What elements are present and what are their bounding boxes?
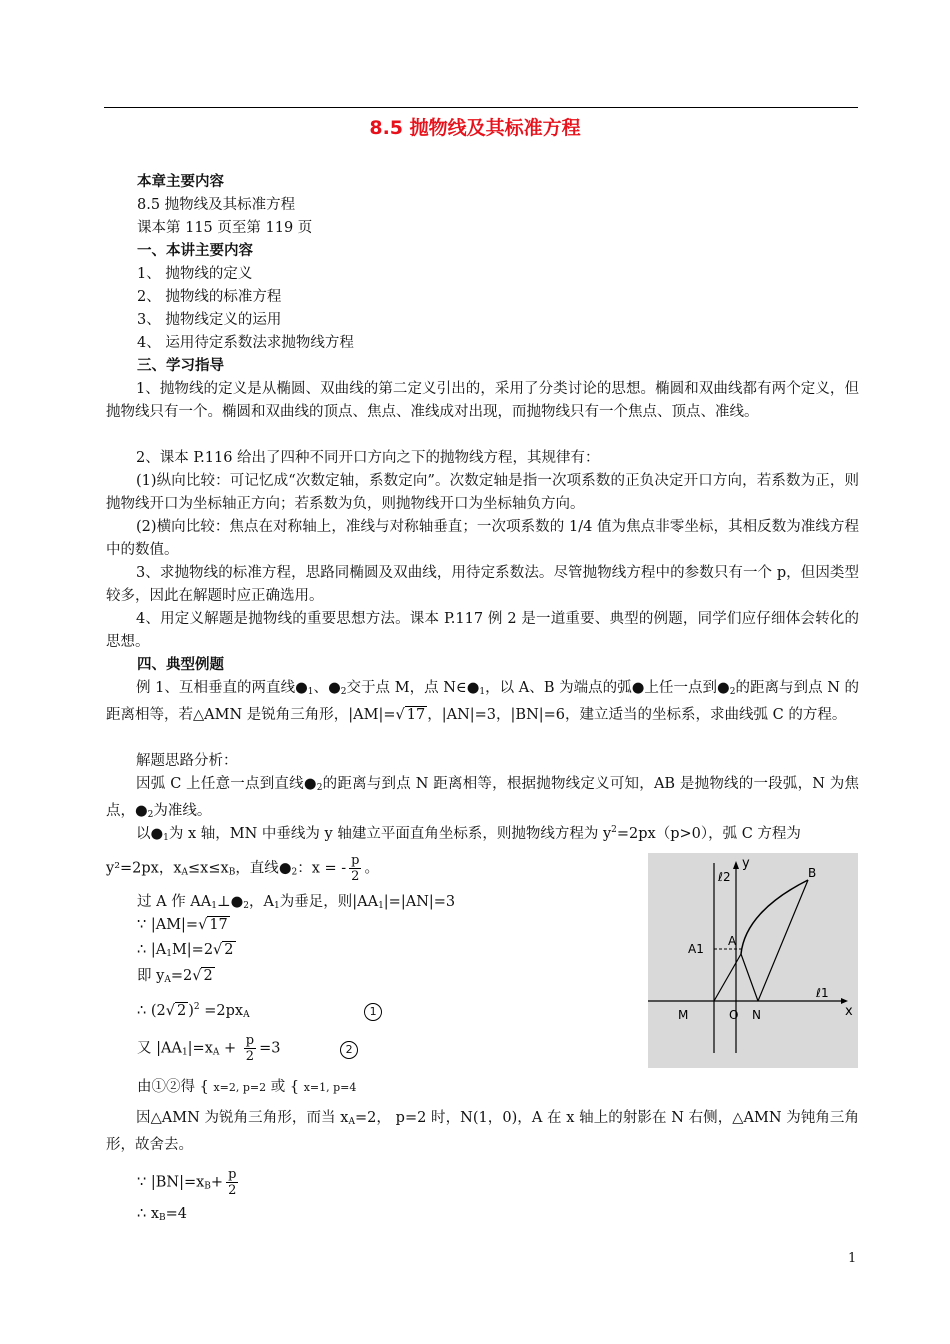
numerator: p xyxy=(245,1033,255,1048)
section1-item: 1、 抛物线的定义 xyxy=(137,266,253,282)
bn-line xyxy=(137,1167,241,1198)
eq-part: ：x = - xyxy=(297,860,347,877)
paragraph: 4、用定义解题是抛物线的重要思想方法。课本 P.117 例 2 是一道重要、典型的例题，同学们应仔细体会转化的思想。 xyxy=(106,611,859,650)
sub: 1 xyxy=(307,687,314,697)
line-part: 又 |AA xyxy=(137,1040,182,1057)
system-1: x=2, p=2 xyxy=(213,1081,267,1094)
reject-text xyxy=(106,1107,859,1157)
eq-part: ，直线 xyxy=(235,860,279,877)
circled-number: 1 xyxy=(364,1003,382,1021)
ex1-part: ，以 A、B 为端点的弧 xyxy=(485,680,632,696)
line-part: =4 xyxy=(165,1206,188,1222)
sub: 1 xyxy=(211,901,217,911)
sqrt-value: 17 xyxy=(406,707,426,723)
bullet-icon: ● xyxy=(631,680,645,696)
page-number: 1 xyxy=(848,1251,857,1266)
line-part: ) xyxy=(188,1003,194,1019)
system-line: 由①②得 { x=2, p=2 或 { x=1, p=4 xyxy=(137,1079,357,1095)
sub: 1 xyxy=(378,901,384,911)
fraction xyxy=(244,1033,256,1064)
section1-item: 4、 运用待定系数法求抛物线方程 xyxy=(137,335,354,351)
line-part: |=x xyxy=(187,1040,213,1057)
sub: 1 xyxy=(166,949,172,959)
sub: B xyxy=(228,867,236,878)
intro-heading: 本章主要内容 xyxy=(137,174,224,190)
line-part: ∴ (2 xyxy=(137,1003,166,1019)
label-o: O xyxy=(729,1008,739,1022)
aa1-line xyxy=(137,892,455,916)
intro-topic: 8.5 抛物线及其标准方程 xyxy=(137,197,296,213)
because-line: ∵ |AM|=√ 17 xyxy=(137,917,228,933)
line-part: ⊥ xyxy=(216,894,231,910)
analysis-part: 因弧 C 上任意一点到直线 xyxy=(136,776,304,792)
sub: 2 xyxy=(147,810,154,820)
bullet-icon: ● xyxy=(295,680,308,696)
line-part: 或 xyxy=(270,1079,286,1095)
numerator: p xyxy=(228,1167,237,1182)
bullet-icon: ● xyxy=(150,826,164,842)
sub: A xyxy=(348,1117,355,1127)
sub: A xyxy=(181,867,189,878)
label-b: B xyxy=(808,866,817,880)
sqrt-value: 2 xyxy=(203,968,213,984)
sub: A xyxy=(212,1047,220,1058)
eq-part: ≤x≤x xyxy=(188,860,229,877)
sub: 1 xyxy=(181,1047,188,1058)
analysis-part: 的距离与到点 N 距离相等，根据抛物线定义可知，AB 是抛物线的一段弧，N 为焦点， xyxy=(106,776,860,819)
segment-ma xyxy=(714,954,741,1001)
line-part: =3 xyxy=(259,1040,281,1057)
line-part: ∵ |BN|=x xyxy=(137,1174,205,1191)
sub: A xyxy=(243,1010,250,1020)
bullet-icon: ● xyxy=(717,680,730,696)
label-l2: ℓ2 xyxy=(718,870,731,884)
line-part: 由①②得 xyxy=(137,1079,195,1095)
sub: A xyxy=(164,975,171,985)
sub: 2 xyxy=(291,867,298,878)
fraction xyxy=(349,853,361,884)
example1-text: 例 1、互相垂直的两直线$●_1$、$●_2$交于点 M，点 $N\in●_1$，以 A、B 为端点的弧●上任一点到$●_2$的距离与到点 N 的距离相等，若△AMN 是锐角三角形，|AM|=√ 17 ，|AN|=3，|BN|=6，建立适当的坐标系，求曲线弧 C 的方程。 xyxy=(106,680,860,723)
equation1-line: ∴ (2√ 2 )$^2 =2px_A$ 1 xyxy=(137,997,382,1025)
sub: 1 xyxy=(479,687,486,697)
page-title: 8.5 抛物线及其标准方程 xyxy=(369,117,581,139)
therefore-line: ∴ $|A_1M|=2√$ 2 xyxy=(137,942,234,959)
circled-number: 2 xyxy=(340,1041,358,1059)
setup-text xyxy=(106,819,859,850)
section1-item: 2、 抛物线的标准方程 xyxy=(137,289,282,305)
equation-line: y²=2px，$x_A\le x\le x_B$，直线$●_2$：x = - $\frac{p}{2}$ 。 xyxy=(106,853,379,884)
denominator: 2 xyxy=(228,1183,237,1198)
sub: 1 xyxy=(163,833,169,843)
y-arrow-icon xyxy=(733,861,739,869)
bullet-icon: ● xyxy=(278,860,292,877)
sub: 2 xyxy=(340,687,347,697)
ex1-part: 、 xyxy=(313,680,329,696)
line-part: ∴ x xyxy=(137,1206,160,1222)
setup-part: 以 xyxy=(136,826,151,842)
line-part: ，A xyxy=(249,894,274,910)
label-m: M xyxy=(678,1008,689,1022)
intro-pages: 课本第 115 页至第 119 页 xyxy=(137,220,313,236)
paragraph: (1)纵向比较：可记忆成“次数定轴，系数定向”。次数定轴是指一次项系数的正负决定开口方向，若系数为正，则抛物线开口为坐标轴正方向；若系数为负，则抛物线开口为坐标轴负方向。 xyxy=(106,473,859,512)
sqrt-value: 2 xyxy=(176,1003,187,1019)
segment-nb xyxy=(758,880,808,1001)
fraction xyxy=(226,1167,238,1198)
label-a1: A1 xyxy=(688,942,704,956)
ex1-part: 例 1、互相垂直的两直线 xyxy=(136,680,296,696)
ex1-part: 交于点 M，点 N∈ xyxy=(346,680,467,696)
ya-line: 即 $y_A=2√$ 2 xyxy=(137,968,213,985)
label-a: A xyxy=(728,934,737,948)
paragraph: 3、求抛物线的标准方程，思路同椭圆及双曲线，用待定系数法。尽管抛物线方程中的参数只有一个 p，但因类型较多，因此在解题时应正确选用。 xyxy=(106,565,859,604)
label-l1: ℓ1 xyxy=(816,986,829,1000)
line-part: 因△AMN 为锐角三角形，而当 x xyxy=(136,1110,349,1126)
sub: 1 xyxy=(274,901,280,911)
numerator: p xyxy=(351,853,360,868)
line-part: ∵ |AM|= xyxy=(137,917,199,933)
ex1-part: 上任一点到 xyxy=(644,680,718,696)
system-2: x=1, p=4 xyxy=(303,1081,357,1094)
line-part: 为垂足，则|AA xyxy=(279,894,379,910)
bullet-icon: ● xyxy=(303,776,317,792)
xb-line xyxy=(137,1204,187,1228)
header-rule xyxy=(104,107,858,108)
section3-heading: 三、学习指导 xyxy=(137,358,224,374)
parabola-arc xyxy=(741,880,808,954)
label-x: x xyxy=(845,1004,853,1019)
ex1-part: ，|AN|=3，|BN|=6，建立适当的坐标系，求曲线弧 C 的方程。 xyxy=(427,707,847,723)
sub: B xyxy=(159,1213,166,1223)
sqrt-value: 2 xyxy=(224,942,234,958)
parabola-figure xyxy=(648,853,858,1068)
sup: 2 xyxy=(611,825,617,835)
setup-part: =2px（p>0），弧 C 方程为 xyxy=(616,826,801,842)
sqrt-value: 17 xyxy=(209,917,228,933)
setup-part: 为 x 轴，MN 中垂线为 y 轴建立平面直角坐标系，则抛物线方程为 y xyxy=(168,826,612,842)
bullet-icon: ● xyxy=(135,803,148,819)
segment-an xyxy=(741,954,758,1001)
sub: 2 xyxy=(729,687,736,697)
bullet-icon: ● xyxy=(230,894,244,910)
line-part: ∴ |A xyxy=(137,942,167,958)
denominator: 2 xyxy=(351,869,360,884)
ex1-part: 的距离与到点 N 的距离相等，若△AMN 是锐角三角形，|AM|= xyxy=(106,680,860,723)
line-part: M|=2 xyxy=(171,942,214,958)
line-part: =2 xyxy=(170,968,193,984)
line-part: =2px xyxy=(199,1003,244,1019)
line-part: |=|AN|=3 xyxy=(383,894,456,910)
section4-heading: 四、典型例题 xyxy=(137,657,224,673)
label-n: N xyxy=(752,1008,761,1022)
line-part: =2， p=2 时，N(1，0)，A 在 x 轴上的射影在 N 右侧，△AMN 为钝角三角形，故舍去。 xyxy=(106,1110,859,1153)
bullet-icon: ● xyxy=(466,680,480,696)
section1-heading: 一、本讲主要内容 xyxy=(137,243,253,259)
analysis-part: 为准线。 xyxy=(153,803,212,819)
line-part: 即 y xyxy=(137,968,165,984)
line-part: 过 A 作 AA xyxy=(137,894,212,910)
bullet-icon: ● xyxy=(328,680,341,696)
sub: B xyxy=(204,1181,211,1192)
paragraph: 1、抛物线的定义是从椭圆、双曲线的第二定义引出的，采用了分类讨论的思想。椭圆和双曲线都有两个定义，但抛物线只有一个。椭圆和双曲线的顶点、焦点、准线成对出现，而抛物线只有一个焦点、顶点、准线。 xyxy=(106,381,859,420)
figure-svg xyxy=(648,853,858,1068)
sup: 2 xyxy=(193,1002,200,1012)
paragraph: 2、课本 P.116 给出了四种不同开口方向之下的抛物线方程，其规律有： xyxy=(136,450,600,466)
line-part: + xyxy=(210,1174,224,1191)
analysis-label: 解题思路分析： xyxy=(136,753,238,769)
sub: 2 xyxy=(316,783,323,793)
paragraph: (2)横向比较：焦点在对称轴上，准线与对称轴垂直；一次项系数的 1/4 值为焦点非零坐标，其相反数为准线方程中的数值。 xyxy=(106,519,859,558)
equation2-line: 又 $|AA_1|=x_A$ + $\frac{p}{2}$ =3 2 xyxy=(137,1033,358,1064)
sub: 2 xyxy=(243,901,250,911)
section1-item: 3、 抛物线定义的运用 xyxy=(137,312,282,328)
label-y: y xyxy=(742,856,750,871)
eq-part: y²=2px，x xyxy=(106,860,182,877)
denominator: 2 xyxy=(245,1049,255,1064)
